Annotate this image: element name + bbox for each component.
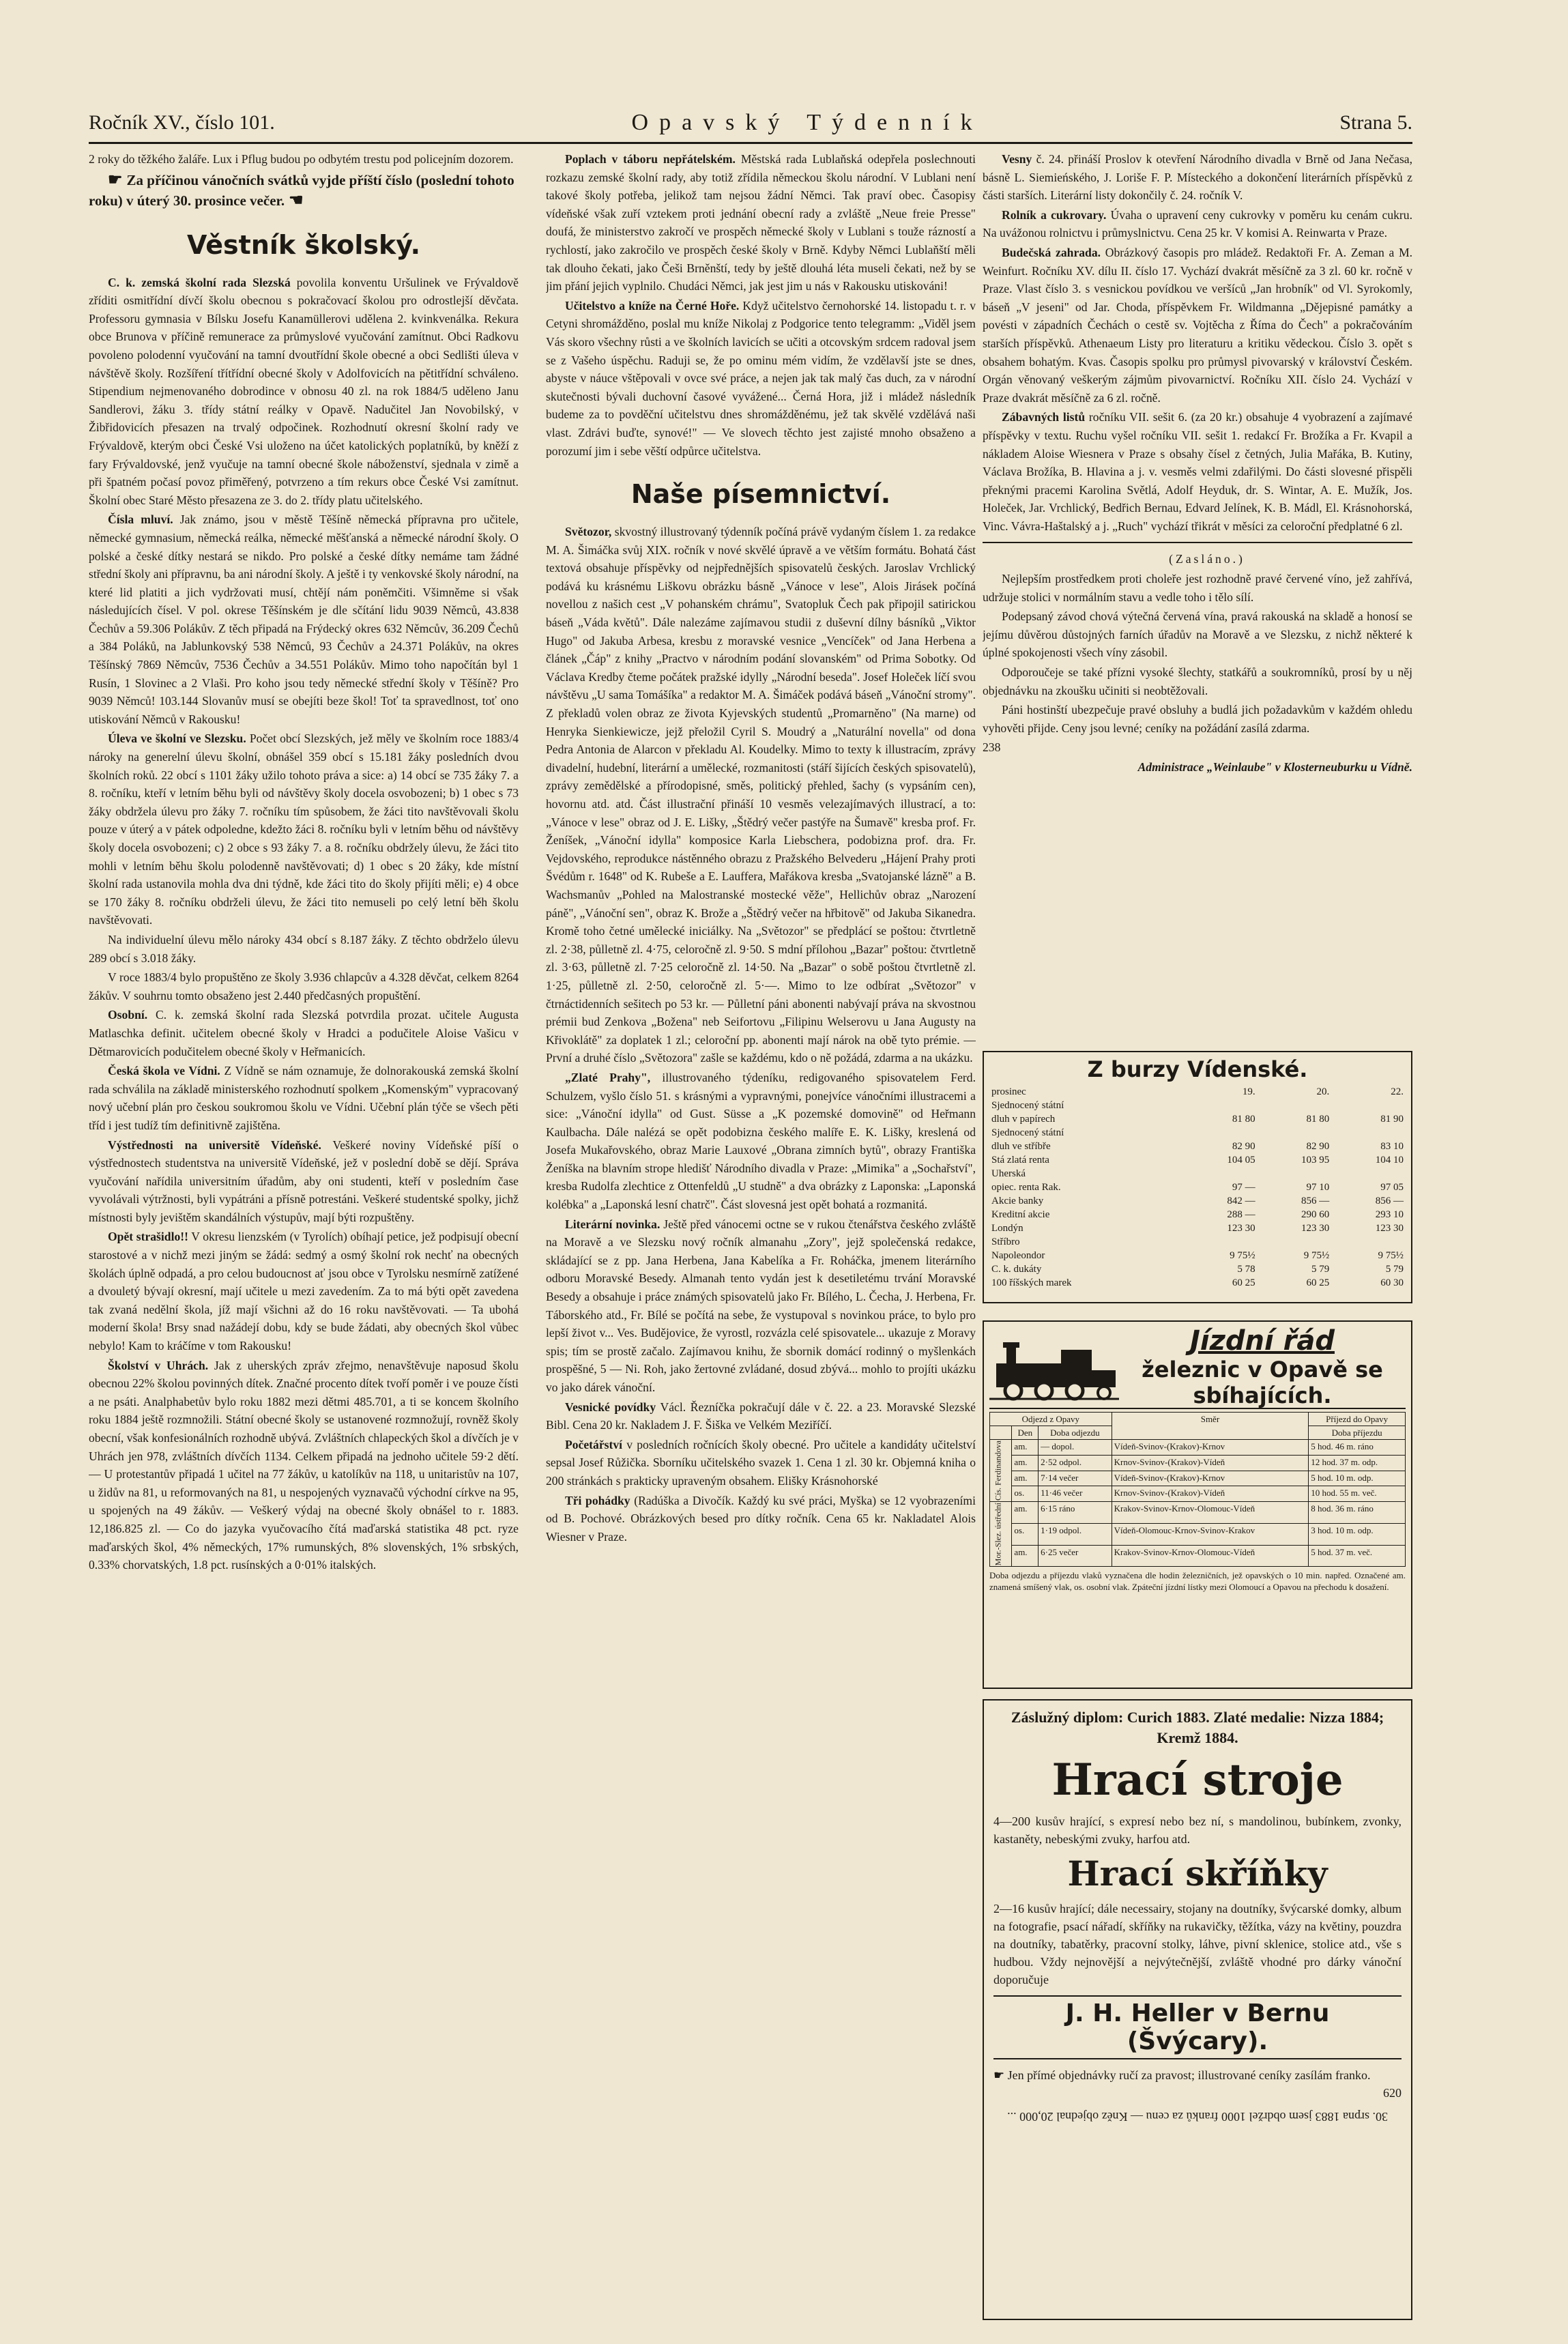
- stock-value: [1331, 1126, 1406, 1140]
- timetable-cell-prij: 8 hod. 36 m. ráno: [1309, 1502, 1406, 1524]
- stock-label: C. k. dukáty: [991, 1264, 1042, 1275]
- stock-value: 97 05: [1380, 1182, 1404, 1193]
- timetable-cell-smer: Krnov-Svinov-(Krakov)-Vídeň: [1112, 1486, 1309, 1502]
- article-paragraph: [983, 244, 1412, 407]
- stock-value: [1258, 1235, 1332, 1249]
- timetable-row: [990, 1523, 1406, 1545]
- article-text: povolila konventu Uršulinek ve Frývaldově zříditi osmitřídní dívčí školu obecnou s pokračovací školou pro odrostlejší děvčata. Professoru gymnasia v Bílsku Josefu Kanamüllerovi udělena 2. kvinkvenálka. Rekura obce Brunova v příčině remunerace za průmyslové vyučování zamítnut. Obci Radkovu povoleno polodenní vyučování na tamní dvoutřídní škole obecné a obci Sedlišti úleva v návštěvě školy. Rozšíření třítřídní obecné školy v Adolfovicích na pětitřídní schváleno. Stipendium nejmenovaného dobrodince v obnosu 40 zl. na rok 1884/5 uděleno Janu Sandlerovi, žáku 3. třídy státní reálky v Opavě. Nadučitel Jan Novobilský, v Žibřidovicích přesazen na trvalý odpočinek. Rozhodnutí okresní školní rady ve Frývaldově, kterým obci České Vsi uloženo na účet katolických poplatníků, by kněží z fary Frývaldovské, jenž vyučuje na tamní obecné škole náboženství, sjednala v zimě a při špatném počasí povoz přiměřený, potvrzeno a tím rekurs obce České Vsi zamítnut. Školní obec Staré Město přesazena ze 3. do 2. třídy platu učitelského.: [89, 275, 519, 507]
- timetable-cell-prij: 5 hod. 37 m. več.: [1309, 1545, 1406, 1567]
- stock-value: 123 30: [1301, 1223, 1330, 1234]
- article-lead: Čísla mluví.: [108, 512, 173, 527]
- column-1: [89, 150, 519, 2293]
- timetable-cell-smer: Krakov-Svinov-Krnov-Olomouc-Vídeň: [1112, 1545, 1309, 1567]
- th-den: Den: [1012, 1426, 1039, 1440]
- stock-value: [1258, 1099, 1332, 1112]
- timetable-cell-smer: Krnov-Svinov-(Krakov)-Vídeň: [1112, 1455, 1309, 1471]
- ad-paragraph: Podepsaný závod chová výtečná červená vína, pravá rakouská na skladě a honosí se jejímu důvěrou důstojných farních úřadův na Moravě a ve Slezsku, z nichž některé k úplné spokojenosti všech víny zásobil.: [983, 609, 1412, 660]
- article-paragraph: [546, 297, 976, 460]
- stock-value: 60 30: [1380, 1277, 1404, 1288]
- stock-label: Kreditní akcie: [991, 1209, 1050, 1220]
- stock-label: Sjednocený státní: [991, 1127, 1064, 1138]
- stock-row: [989, 1140, 1406, 1153]
- music-box-ad: [983, 1699, 1412, 2320]
- stock-value: 123 30: [1227, 1223, 1255, 1234]
- stock-exchange-title: Z burzy Vídenské.: [1087, 1056, 1308, 1082]
- timetable-cell-cas: 11·46 večer: [1039, 1486, 1112, 1502]
- railway-line-label: Mor.-Slez. ústřední: [990, 1502, 1012, 1567]
- stock-value: 9 75½: [1230, 1250, 1255, 1261]
- section-heading-literature: Naše písemnictví.: [630, 479, 891, 510]
- ad-text-3-body: Jen přímé objednávky ručí za pravost; illustrované ceníky zasílám franko.: [1007, 2068, 1371, 2082]
- stock-row: [989, 1262, 1406, 1276]
- timetable-cell-smer: Vídeň-Svinov-(Krakov)-Krnov: [1112, 1471, 1309, 1486]
- article-paragraph: [546, 523, 976, 1067]
- stock-row: [989, 1099, 1406, 1112]
- article-text: Václ. Řezníčka pokračují dále v č. 22. a 23. Moravské Slezské Bibl. Cena 20 kr. Nakladem J. F. Šiška ve Velkém Meziříčí.: [546, 1400, 976, 1432]
- article-lead: Úleva ve školní ve Slezsku.: [108, 732, 246, 746]
- article-lead: Česká škola ve Vídni.: [108, 1064, 220, 1078]
- stock-value: [1331, 1167, 1406, 1181]
- stock-value: [1331, 1099, 1406, 1112]
- column-2: [546, 150, 976, 2293]
- timetable-titles: [1119, 1325, 1406, 1408]
- timetable-subtitle: železnic v Opavě se sbíhajících.: [1142, 1357, 1383, 1408]
- stock-label: Stříbro: [991, 1236, 1020, 1247]
- timetable-cell-den: am.: [1012, 1471, 1039, 1486]
- timetable-title: Jízdní řád: [1190, 1325, 1335, 1357]
- article-paragraph: [89, 510, 519, 728]
- timetable-cell-prij: 5 hod. 10 m. odp.: [1309, 1471, 1406, 1486]
- stock-row: [989, 1194, 1406, 1208]
- ad-title-2: Hrací skříňky: [1067, 1853, 1328, 1894]
- stock-value: 82 90: [1232, 1141, 1255, 1152]
- article-text: Jak z uherských zpráv zřejmo, nenavštěvuje naposud školu obecnou 22% školou povinných dítek. Značné procento dítek tvoří poměr i ve pouze čísti a ne psáti. Analphabetův bylo roku 1882 mezi dětmi 485.701, a ti se koncem školního roku 1884 ještě rozmnožili. Státní obecné školy se ustanovené rozmnožují, rovněž školy obecní, však konfesionálních rozhodně ubývá. Zvláštních chlapeckých škol a dívčích je v Uhrách jen 978, zvláštních dívčích 1134. Celkem připadá na jednoho učitele 59·2 dětí. — U protestantův připadá 1 učitel na 77 žákův, u katolíkův na 118, u unitaristův na 107, u židův na 81, u reformovaných na 81, u nespojených vyznavačů východní církve na 95, u spojených na 49 žákův. — Veškerý výdaj na obecné školy obnášel to r. 1883. 12,186.825 zl. — Co do jazyka vyučovacího čítá maďarská statistika 48 pct. ryze maďarských škol, 4% německých, 17% rumunských, 8% slovenských, 1% srbských, 0.33% chorvatských, 1.8 pct. rusínských a 0·01% italských.: [89, 1358, 519, 1572]
- stock-value: [1183, 1167, 1258, 1181]
- stock-value: 842 —: [1227, 1196, 1255, 1206]
- holiday-notice: [89, 170, 519, 211]
- stock-date: 22.: [1391, 1086, 1404, 1097]
- stock-value: 60 25: [1232, 1277, 1255, 1288]
- intro-paragraph: 2 roky do těžkého žaláře. Lux i Pflug budou po odbytém trestu pod policejním dozorem.: [89, 152, 514, 166]
- timetable-table: [989, 1412, 1406, 1567]
- article-paragraph: [546, 150, 976, 295]
- header-rule: [89, 142, 1412, 144]
- article-lead: Vesnické povídky: [565, 1400, 656, 1414]
- ad-award: Záslužný diplom: Curich 1883. Zlaté medalie: Nizza 1884; Kremž 1884.: [1011, 1709, 1384, 1746]
- article-text: illustrovaného týdeníku, redigovaného spisovatelem Ferd. Schulzem, vyšlo číslo 51. s krásnými a vypravnými, ponejvíce vánočními illustracemi a sice: „Vánoční idylla" od Gust. Süsse a „K pozemské domovině" od Heřmann Kaulbacha. Dále nalézá se opět podobizna českého malíře E. K. Lišky, kreslená od Josefa Mukařovského, obraz Marie Lauxové „Obrana zimních bytů", obrazy Františka Ženíška na blavním strope hledišť Národního divadla v Praze: „Mimika" a „Sochařství", kresba Rudolfa zlechtice z Ottenfeldů „U studně" a dva obrázky z Laponska: „Laponská kolébka" a „Laponská lesní chatrč". Část slovesná jest opět bohatá a rozmanitá.: [546, 1070, 976, 1212]
- th-odjezd: Odjezd z Opavy: [990, 1413, 1112, 1426]
- th-smer: Směr: [1112, 1413, 1309, 1440]
- article-paragraph: [546, 1492, 976, 1546]
- stock-value: 5 78: [1237, 1264, 1255, 1275]
- article-text: C. k. zemská školní rada Slezská potvrdila prozat. učitele Augusta Matlaschka definit. učitelem obecné školy v Hradci a podučitele Aloise Vašicu v Dětmarovicích podučitelem obecné školy v Heřmanicích.: [89, 1008, 519, 1058]
- stock-value: 293 10: [1375, 1209, 1404, 1220]
- stock-value: 83 10: [1380, 1141, 1404, 1152]
- locomotive-icon: [989, 1333, 1119, 1401]
- stock-value: 97 10: [1306, 1182, 1330, 1193]
- timetable-cell-cas: 6·25 večer: [1039, 1545, 1112, 1567]
- zaslano-title: (Zasláno.): [1169, 552, 1245, 566]
- stock-label: opiec. renta Rak.: [991, 1182, 1061, 1193]
- stock-date: 20.: [1316, 1086, 1330, 1097]
- stock-value: 123 30: [1375, 1223, 1404, 1234]
- page-number: Strana 5.: [1339, 111, 1412, 134]
- ad-paragraph: Odporoučeje se také přízni vysoké šlechty, statkářů a soukromníků, prosí by u něj objednávku na zkoušku učiniti si neobtěžovali.: [983, 665, 1412, 697]
- column-3: [983, 150, 1412, 1037]
- article-paragraph: [546, 1215, 976, 1397]
- timetable-cell-prij: 5 hod. 46 m. ráno: [1309, 1440, 1406, 1456]
- stock-row: [989, 1235, 1406, 1249]
- article-text: Z Vídně se nám oznamuje, že dolnorakouská zemská školní rada schválila na základě ministerského rozhodnutí spolkem „Komenským" vypracovaný nový učební plán pro českou soukromou školu ve Vídni. Učební plán týče se všech pěti tříd i jest tudíž tím definitivně zajištěna.: [89, 1064, 519, 1132]
- article-text: Úvaha o upravení ceny cukrovky v poměru ku cenám cukru. Na uvážonou rolnictvu i průmyslnictvu. Cena 25 kr. V komisi A. Reinwarta v Praze.: [983, 207, 1412, 240]
- timetable-cell-den: am.: [1012, 1455, 1039, 1471]
- timetable-row: [990, 1502, 1406, 1524]
- timetable-box: [983, 1320, 1412, 1689]
- divider: [983, 542, 1412, 543]
- stock-value: 60 25: [1306, 1277, 1330, 1288]
- article-lead: Světozor,: [565, 525, 612, 539]
- stock-row: [989, 1208, 1406, 1221]
- article-lead: Učitelstvo a kníže na Černé Hoře.: [565, 298, 740, 313]
- article-lead: Opět strašidlo!!: [108, 1230, 188, 1244]
- timetable-row: [990, 1486, 1406, 1502]
- ad-text-1: 4—200 kusův hrající, s expresí nebo bez ní, s mandolinou, bubínkem, zvonky, kastaněty, nebeskými zvuky, harfou atd.: [993, 1814, 1402, 1846]
- article-paragraph: [89, 1006, 519, 1060]
- th-doba: Doba odjezdu: [1039, 1426, 1112, 1440]
- timetable-cell-prij: 3 hod. 10 m. odp.: [1309, 1523, 1406, 1545]
- article-text: Městská rada Lublaňská odepřela poslechnouti rozkazu zemské školní rady, aby totiž zřídila německou školu národní. V Lublani není takové školy potřeba, jelikož tam nejsou žádní Němci. Tak praví obec. Časopisy vídeňské však zuří vztekem proti jednání obecní rady a zvláště „Neue freie Presse" doufá, že ministerstvo zakročí ve prospěch německé školy v Lublani s touže rázností a rychlostí, jako zakročilo ve prospěch české školy v Brně. Kdyby Němci Lublaňští měli tak dlouho čekati, jako Češi Brněnští, tedy by ještě dlouhá léta museli čekati, než by se jim přání jejich vyplnilo. Chudáci Němci, jak jest jim u nás v Rakousku utiskováni!: [546, 152, 976, 293]
- article-lead: Početářství: [565, 1437, 623, 1451]
- ad-paragraph: Nejlepším prostředkem proti choleře jest rozhodně pravé červené víno, jež zahřívá, udržuje stolici v normálním stavu a vedle toho i tělo sílí.: [983, 572, 1412, 604]
- article-paragraph: [89, 1062, 519, 1134]
- stock-value: 5 79: [1385, 1264, 1404, 1275]
- article-paragraph: Na individuelní úlevu mělo nároky 434 obcí s 8.187 žáky. Z těchto obdrželo úlevu 289 obcí s 3.018 žáky.: [89, 932, 519, 965]
- stock-header-row: [989, 1085, 1406, 1099]
- section-heading-school: Věstník školský.: [186, 229, 421, 260]
- timetable-cell-prij: 10 hod. 55 m. več.: [1309, 1486, 1406, 1502]
- masthead-title: Opavský Týdenník: [631, 110, 983, 135]
- timetable-cell-cas: 1·19 odpol.: [1039, 1523, 1112, 1545]
- article-text: V okresu lienzském (v Tyrolích) obíhají petice, jež podpisují obecní starostové a v nichž mezi jiným se žádá: sedmý a osmý školní rok nechť na obecných školách úplně odpadá, a pro celou budoucnost ať jsou obce v Tyrolsku nesmírně zatížené a dvouletý bývají okresní, mají učitele u mezi zavedením. Za to má býti opět zavedena tak zvaná nedělní škola, jíž mají všichni až do 16 roku navštěvovati. — Ta ubohá moderní škola! Brsy snad nažádejí dobu, kdy se bude žádati, aby obecných škol vůbec nebylo! Kam to kráčíme v tom Rakousku!: [89, 1230, 519, 1353]
- article-paragraph: [546, 1436, 976, 1490]
- timetable-row: [990, 1471, 1406, 1486]
- article-paragraph: [546, 1398, 976, 1434]
- stock-label: Akcie banky: [991, 1196, 1044, 1206]
- article-lead: Zábavných listů: [1002, 410, 1086, 424]
- stock-value: 81 80: [1306, 1114, 1330, 1125]
- timetable-row: [990, 1440, 1406, 1456]
- timetable-cell-cas: 6·15 ráno: [1039, 1502, 1112, 1524]
- stock-value: 82 90: [1306, 1141, 1330, 1152]
- pointing-hand-icon: ☛: [108, 171, 127, 189]
- article-paragraph: V roce 1883/4 bylo propuštěno ze školy 3.936 chlapcův a 4.328 děvčat, celkem 8264 žákův. V souhrnu tomto obsaženo jest 2.440 předčasných propuštění.: [89, 970, 519, 1002]
- issue-number: Ročník XV., číslo 101.: [89, 111, 275, 134]
- article-lead: Rolník a cukrovary.: [1002, 207, 1107, 222]
- stock-value: 288 —: [1227, 1209, 1255, 1220]
- article-lead: Literární novinka.: [565, 1217, 660, 1231]
- timetable-cell-den: am.: [1012, 1502, 1039, 1524]
- stock-value: [1183, 1235, 1258, 1249]
- ad-signature: Administrace „Weinlaube" v Klosterneuburku u Vídně.: [1137, 760, 1412, 774]
- article-text: v posledních ročnících školy obecné. Pro učitele a kandidáty učitelství sepsal Josef Růžička. Sborníku učitelského svazek 1. Cena 1 zl. 30 kr. Objemná kniha o 200 stránkách s prakticky upraveným obsahem. Elišky Krásnohorské: [546, 1437, 976, 1488]
- article-paragraph: [89, 1228, 519, 1355]
- stock-label: dluh ve stříbře: [991, 1141, 1051, 1152]
- stock-row: [989, 1153, 1406, 1167]
- stock-value: 9 75½: [1378, 1250, 1404, 1261]
- timetable-row: [990, 1545, 1406, 1567]
- stock-label: Napoleondor: [991, 1250, 1045, 1261]
- article-text: (Radúška a Divočík. Každý ku své práci, Myška) se 12 vyobrazeními od B. Pochové. Obrázkových besed pro dítky ročník. Cena 65 kr. Nakladatel Alois Wiesner v Praze.: [546, 1493, 976, 1544]
- pointing-hand-left-icon: ☚: [285, 191, 304, 209]
- stock-row: [989, 1167, 1406, 1181]
- article-paragraph: [89, 729, 519, 929]
- stock-row: [989, 1221, 1406, 1235]
- ad-firm: J. H. Heller v Bernu (Švýcary).: [993, 1995, 1402, 2059]
- stock-row: [989, 1276, 1406, 1290]
- ad-title-1: Hrací stroje: [1051, 1754, 1344, 1806]
- article-lead: Osobní.: [108, 1008, 148, 1022]
- timetable-cell-cas: — dopol.: [1039, 1440, 1112, 1456]
- article-paragraph: [89, 1357, 519, 1574]
- stock-value: [1258, 1126, 1332, 1140]
- stock-value: 856 —: [1301, 1196, 1330, 1206]
- article-paragraph: [983, 408, 1412, 535]
- stock-table: [989, 1085, 1406, 1290]
- article-lead: C. k. zemská školní rada Slezská: [108, 275, 291, 289]
- article-paragraph: [89, 1136, 519, 1227]
- article-text: Veškeré noviny Vídeňské píší o výstřednostech studentstva na universitě Vídeňské, jež v poslední době se dějí. Správa vyučování nařídila universitním úřadům, aby oni studenti, kteří v posledním čase vyvolávali výtržnosti, byli vypátráni a přísně potrestáni. Veškeré studentské spolky, jichž místnosti byly jevištěm skandálních výstupův, mají býti rozpuštěny.: [89, 1138, 519, 1224]
- article-text: Počet obcí Slezských, jež měly ve školním roce 1883/4 nároky na generelní úlevu školní, obnášel 359 obcí s 15.181 žáky posledních dvou školních roků. 22 obcí s 1101 žáky užilo tohoto práva a sice: a) 14 obcí se 735 žáky 7. a 8. ročníku, kteří v letním běhu byli od návštěvy školy docela osvobozeni; b) 1 obec s 73 žáky obdržela úlevu pro žáky 7. ročníku tím spůsobem, že žáci tito navštěvovali školu pouze v úterý a v pátek odpoledne, kdežto žáci 8. ročníku byli v letním běhu od návštěvy školy docela osvobozeni; c) 2 obce s 93 žáky 7. a 8. ročníku obdržely úlevu, že žáci tito mohli v letním běhu školu polodenně navštěvovati; d) 1 obec s 20 žáky, kde místní školní rada ustanovila mohla dva dni týdně, kde žáci tito do školy přijíti měli; e) 4 obce se 170 žáky 8. ročníku obdrželi úlevu, že žáci tito nemuseli po celý letní běh školu navštěvovati.: [89, 732, 519, 927]
- stock-value: 5 79: [1311, 1264, 1330, 1275]
- stock-value: 103 95: [1301, 1155, 1330, 1166]
- stock-label: Stá zlatá renta: [991, 1155, 1049, 1166]
- stock-value: [1183, 1126, 1258, 1140]
- stock-value: [1258, 1167, 1332, 1181]
- stock-value: 9 75½: [1303, 1250, 1330, 1261]
- article-paragraph: [546, 1069, 976, 1214]
- stock-value: [1183, 1099, 1258, 1112]
- article-paragraph: [983, 206, 1412, 242]
- stock-label: 100 říšských marek: [991, 1277, 1072, 1288]
- stock-label: Sjednocený státní: [991, 1100, 1064, 1111]
- stock-value: 81 90: [1380, 1114, 1404, 1125]
- stock-value: 290 60: [1301, 1209, 1330, 1220]
- timetable-row: [990, 1455, 1406, 1471]
- timetable-cell-den: os.: [1012, 1523, 1039, 1545]
- timetable-cell-den: os.: [1012, 1486, 1039, 1502]
- article-text: Ještě před vánocemi octne se v rukou čtenářstva českého zvláště na Moravě a ve Slezsku nový ročník almanahu „Zory", jejž společenská redakce, skládající se z pp. Jana Herbena, Jana Kabelíka a Fr. Roháčka, jmenem literárního odboru Moravské Besedy. Almanah tento vydán jest k desetiletému trvání Moravské Besedy a obsahuje i práce známých spisovatelů jako Fr. Bílého, L. Čecha, J. Herbena, Fr. Táborského atd., Fr. Bílé se počítá na sebe, že vystupoval s novinkou práce, to bylo pro lepší život v... Ves. Budějovice, že vyrostl, rozvázla celé spisovatele... ukazuje z Moravy spis; tím se prostě začalo. Zajímavou knihu, že sbornik domácí rodinný o myšlenkách prospěšné, 5 — Ni. Roh, jako žertovné zvládané, dosud zbývá... mohlo to projíti ukázku vo jako dárek vánoční.: [546, 1217, 976, 1394]
- article-lead: „Zlaté Prahy",: [565, 1070, 651, 1084]
- timetable-header: [989, 1326, 1406, 1409]
- stock-row: [989, 1112, 1406, 1126]
- stock-label: dluh v papírech: [991, 1114, 1056, 1125]
- article-lead: Školství v Uhrách.: [108, 1358, 209, 1372]
- stock-value: 104 05: [1227, 1155, 1255, 1166]
- article-text: skvostný illustrovaný týdenník počíná právě vydaným číslem 1. za redakce M. A. Šimáčka svůj XIX. ročník v nové skvělé úpravě a ve větším formátu. Bohatá část textová obsahuje příspěvky od nejpřednějších spisovatelů českých. Jaroslav Vrchlický podává ku krásnému Liškovu obrázku básně „Vánoce v lese", Alois Jirásek počíná novellou z našich cest „V pohanském chrámu", Svatopluk Čech pak připojil satirickou báseň „Váda květů". Dále nalezáme zajímavou studii z duševní dílny básníků „Viktor Hugo" od Jakuba Arbesa, kresbu z moravské vesnice „Vencíček" od Jana Herbena a článek „Čáp" z knihy „Practvo v národním podání slovanském" od Prima Sobotky. Od Václava Kredby čteme počátek pražské idylly „Národní beseda". Josef Holeček líčí svou návštěvu „U sama Tomášíka" a redaktor M. A. Šimáček podává báseň „Vánoční stromy". Z překladů volen obraz ze života Kyjevských studentů „Promarněno" (Na marne) od Henryka Sienkiewicze, jejž přeložil Cyril S. Moudrý a „Naturální novella" od dona Pedra Antonia de Alarcon v překladu Al. Koudelky. Mimo to texty k illustracím, zprávy divadelní, hudební, literární a umělecké, rozmanitosti (stáří šijících českých spisovatelů), zprávy zemědělské a přírodopisné, směs, politický přehled, šachy (s vypsáním cen), hovornu atd. atd. Část illustrační přináší 10 vesměs velezajímavých illustrací, a to: „Vánoce v lese" obraz od J. E. Lišky, „Štědrý večer pastýře na Šumavě" kresba prof. Fr. Ženíšek, „Vánoční idylla" komposice Karla Liebschera, podobizna prof. dra. Fr. Vejdovského, reprodukce nástěnného obrazu z Pražského Belvederu „Hájení Prahy proti Švédům r. 1648" od K. Rubeše a E. Lauffera, Mařákova kresba „Svatojanské lázně" a B. Wachsmanův „Pohled na Malostranské mostecké věže", Hellichův obraz „Narození páně", „Vánoční sen", obraz K. Brože a „Štědrý večer na hřbitově" od Jakuba Sikanedra. Kromě toho četné umělecké iniciálky. Na „Světozor" se předplácí se poštou: čtvrtletně zl. 2·38, půlletně zl. 4·75, celoročně zl. 9·50. S mdní přílohou „Bazar" poštou: čtvrtletně zl. 3·63, půlletně zl. 7·25 celoročně zl. 14·50. Na „Bazar" o sobě poštou čtvrtletně zl. 1·25, půlletně zl. 2·50, celoročně zl. 5·—. Mimo to lze odbírat „Světozor" v čtrnáctidenních sešitech po 53 kr. — Půlletní páni abonenti nabývají práva na skvostnou prémii bud Zenkova „Božena" neb Seifortovu „Filipinu Welserovu u Jana Augusty na Křivoklátě" za doplatek 1 zl.; celoroční pp. abonenti mají nárok na obě tyto prémie. — První a druhé číslo „Světozora" zašle se každému, kdo o ně požádá, zdarma a na ukázku.: [546, 525, 976, 1065]
- ad-text-3: [993, 2066, 1402, 2084]
- article-lead: Tři pohádky: [565, 1493, 630, 1507]
- stock-label: Uherská: [991, 1168, 1026, 1179]
- article-lead: Vesny: [1002, 152, 1032, 166]
- timetable-cell-den: am.: [1012, 1545, 1039, 1567]
- stock-row: [989, 1249, 1406, 1262]
- article-text: č. 24. přináší Proslov k otevření Národního divadla v Brně od Jana Nečasa, básně L. Siemieńského, J. Loriše F. P. Místeckého a dokončení literárních příspěvků z části starších. Literární listy dokončily č. 24. ročník V.: [983, 152, 1412, 203]
- timetable-cell-cas: 2·52 odpol.: [1039, 1455, 1112, 1471]
- article-paragraph: [89, 274, 519, 510]
- stock-value: 104 10: [1375, 1155, 1404, 1166]
- timetable-cell-smer: Vídeň-Svinov-(Krakov)-Krnov: [1112, 1440, 1309, 1456]
- ad-number: 238: [983, 740, 1001, 755]
- article-text: Jak známo, jsou v městě Těšíně německá přípravna pro učitele, německé gymnasium, německá reálka, německé měšťanská a německé národní školy. O polské a české dítky nestará se nikdo. Pro polské a české dítky nemáme tam žádné střední školy ani přípravnu, ba ani národní školy. A ještě i ty venkovské školy národní, na které lid platiti a jich vydržovati musí, chtějí nám poněmčiti. Všimněme si však následujících čísel. V pol. okrese Těšínském je dle sčítání lidu 9039 Němců, 43.838 Čechův a 59.306 Polákův. Z těch připadá na Frýdecký okres 632 Němcův, 36.209 Čechů a 384 Poláků, na Jablunkovský 538 Němců, 93 Čechův a 24.371 Polákův, na okres Těšínský 7869 Němcův, 7536 Čechův a 34.551 Polákův. Mimo toho napočítán byl 1 Rusín, 1 Slovinec a 2 Vlaši. Pro koho jsou tedy německé střední školy v Těšíně? Pro 9039 Němců! 103.144 Slovanův musí se obejíti beze škol! Toť ta spravedlnost, toť ono utiskování Němců v Rakousku!: [89, 512, 519, 726]
- stock-row: [989, 1181, 1406, 1194]
- stock-label: Londýn: [991, 1223, 1023, 1234]
- timetable-cell-smer: Krakov-Svinov-Krnov-Olomouc-Vídeň: [1112, 1502, 1309, 1524]
- article-paragraph: [983, 150, 1412, 205]
- holiday-notice-text: Za příčinou vánočních svátků vyjde příští číslo (poslední tohoto roku) v úterý 30. prosince večer.: [89, 171, 514, 209]
- article-lead: Budečská zahrada.: [1002, 245, 1101, 259]
- stock-value: 81 80: [1232, 1114, 1255, 1125]
- stock-date: 19.: [1242, 1086, 1255, 1097]
- timetable-note: Doba odjezdu a příjezdu vlaků vyznačena dle hodin železničních, jež opavských o 10 min. napřed. Označené am. znamená smíšený vlak, os. osobní vlak. Zpáteční jízdní lístky mezi Olomoucí a Opavou na přechodu k dosažení.: [989, 1570, 1406, 1593]
- stock-value: 856 —: [1375, 1196, 1404, 1206]
- timetable-cell-prij: 12 hod. 37 m. odp.: [1309, 1455, 1406, 1471]
- stock-exchange-box: [983, 1051, 1412, 1303]
- article-lead: Poplach v táboru nepřátelském.: [565, 152, 736, 166]
- page-header: [89, 102, 1412, 143]
- article-lead: Výstřednosti na universitě Vídeňské.: [108, 1138, 321, 1152]
- stock-row: [989, 1126, 1406, 1140]
- timetable-head-row: [990, 1413, 1406, 1426]
- ad-paragraph: Páni hostinští ubezpečuje pravé obsluhy a budlá jich požadavkům v každém ohledu vyhověti přijde. Ceny jsou levné; ceníky na požádání zasílá zdarma.: [983, 703, 1412, 735]
- th-line: [990, 1426, 1012, 1440]
- article-text: ročníku VII. sešit 6. (za 20 kr.) obsahuje 4 vyobrazení a zajímavé příspěvky v textu. Ruchu vyšel ročníku VII. sešit 1. redakcí Fr. Brožíka a Fr. Kvapil a nákladem Aloise Wiesnera v Praze s obsahy čísel z četných, Julia Mařáka, B. Kutiny, Václava Brožíka, B. Hlavina a j. v. vesměs velmi zdařilými. Do části slovesné přispěli překnými pracemi Karolina Světlá, Adolf Heyduk, dr. S. Wintar, A. E. Mužík, Jos. Holeček, Jar. Vrchlický, Bedřich Bernau, Edvard Jelínek, K. B. Mádl, El. Krásnohorská, Vinc. Vávra-Haštalský a j. „Ruch" vychází třikrát v měsíci za celoroční předplatné 6 zl.: [983, 410, 1412, 533]
- timetable-cell-cas: 7·14 večer: [1039, 1471, 1112, 1486]
- th-doba-prijezdu: Doba příjezdu: [1309, 1426, 1406, 1440]
- ad-number: 620: [1383, 2086, 1402, 2100]
- stock-header-label: prosinec: [991, 1086, 1026, 1097]
- pointing-hand-icon: ☛: [993, 2068, 1008, 2082]
- article-text: Obrázkový časopis pro mládež. Redaktoři Fr. A. Zeman a M. Weinfurt. Ročníku XV. dílu II. číslo 17. Vychází dvakrát měsíčně za 3 zl. 60 kr. ročně v Praze. Vlast číslo 3. s vesnickou povídkou ve veršíců „Jan hrobník" od Vl. Syrokomly, báseň „V jeseni" od Jar. Choda, příspěvkem Fr. Wildmanna „Dějepisné památky a povésti v západních Čechách o cestě sv. Vojtěcha z Říma do Čech" a pokračováním starších příspěvků. Athenaeum Listy pro literaturu a kritiku vědeckou. Číslo 3. opět s obsahem bohatým. Kvas. Časopis spolku pro průmysl pivovarský v království Českém. Orgán věnovaný veškerým zájmům pivovarnictví. Ročníku XII. číslo 24. Vychází v Praze dvakrát měsíčně za 6 zl. ročně.: [983, 245, 1412, 405]
- article-text: Když učitelstvo černohorské 14. listopadu t. r. v Cetyni shromážděno, poslal mu kníže Nikolaj z Podgorice tento telegramm: „Viděl jsem Vás skoro všechny růsti a ve školních lavicích se učiti a otcovským srdcem radoval jsem se z Vašeho úspěchu. Raduji se, že po ominu mém vidím, že vzdělavší jste se dnes, abyste v náuce vštěpovali v ovce své práce, a nejen jak tak malý čas duch, za v národní skutečnosti bývali duchovní časové vyvážené... Černá Hora, již i mládež následník budeme za to povděční učitelstvu dnes shromážděnému, jež tak skvělé vzdělává naši vlast. Zdrávi buďte, synové!" — Ve slovech těchto jest zajisté mnoho obsaženo a porozumí jim i sebe věští odpůrce učitelstva.: [546, 298, 976, 458]
- stock-value: [1331, 1235, 1406, 1249]
- railway-line-label: Cís. Ferdinandova: [990, 1440, 1012, 1502]
- ad-upside-down-text: 30. srpna 1883 jsem obdržel 1000 franků za cenu — Kněz objednal 20,000 ...: [1007, 2110, 1388, 2124]
- stock-value: 97 —: [1232, 1182, 1255, 1193]
- timetable-cell-den: am.: [1012, 1440, 1039, 1456]
- timetable-cell-smer: Vídeň-Olomouc-Krnov-Svinov-Krakov: [1112, 1523, 1309, 1545]
- ad-text-2: 2—16 kusův hrající; dále necessairy, stojany na doutníky, švýcarské domky, album na fotografie, psací nářadí, skříňky na rukavičky, těžítka, vázy na květiny, pouzdra na doutníky, tabatěrky, pracovní stolky, láhve, pivní sklenice, stolice atd., vše s hudbou. Vždy nejnovější a nejvýtečnější, zvláště vhodné pro dárky vánoční doporučuje: [993, 1902, 1402, 1986]
- th-prijezd: Příjezd do Opavy: [1309, 1413, 1406, 1426]
